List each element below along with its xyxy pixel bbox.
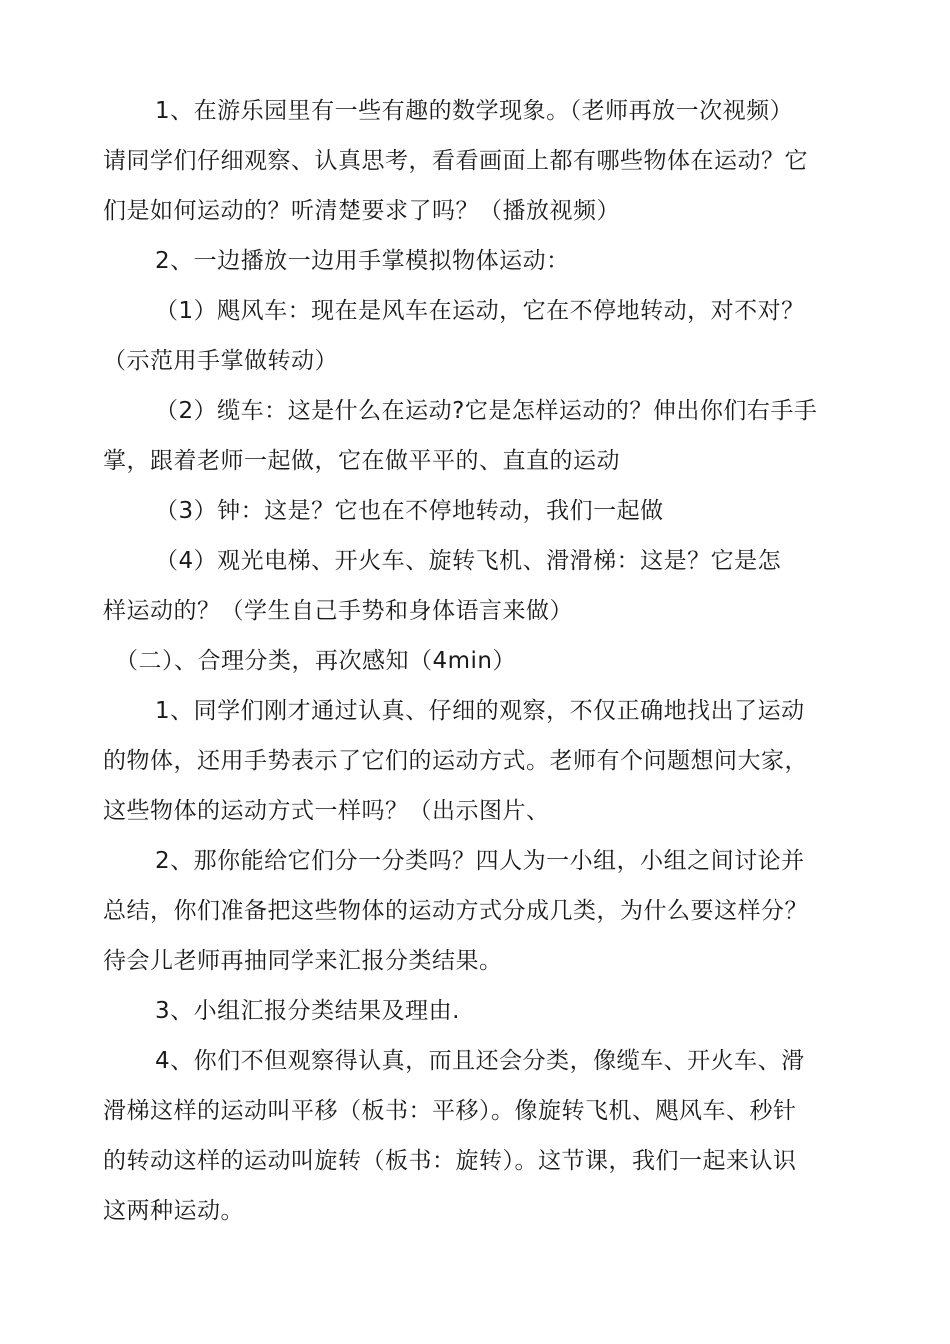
text-line: 2、一边播放一边用手掌模拟物体运动： [155, 248, 570, 274]
text-line: 掌，跟着老师一起做，它在做平平的、直直的运动 [103, 448, 620, 474]
text-line: 4、你们不但观察得认真，而且还会分类，像缆车、开火车、滑 [155, 1048, 805, 1074]
section-heading: （二）、合理分类，再次感知（4min） [115, 648, 517, 674]
text-line: 待会儿老师再抽同学来汇报分类结果。 [103, 948, 503, 974]
text-line: 1、同学们刚才通过认真、仔细的观察，不仅正确地找出了运动 [155, 698, 805, 724]
text-line: （2）缆车：这是什么在运动?它是怎样运动的？伸出你们右手手 [155, 398, 818, 424]
text-line: 的物体，还用手势表示了它们的运动方式。老师有个问题想问大家， [103, 748, 808, 774]
text-line: 总结，你们准备把这些物体的运动方式分成几类，为什么要这样分？ [103, 898, 808, 924]
text-line: 的转动这样的运动叫旋转（板书：旋转）。这节课，我们一起来认识 [103, 1148, 797, 1174]
text-line: 们是如何运动的？听清楚要求了吗？（播放视频） [103, 198, 620, 224]
text-line: 滑梯这样的运动叫平移（板书：平移）。像旋转飞机、飓风车、秒针 [103, 1098, 797, 1124]
text-line: （4）观光电梯、开火车、旋转飞机、滑滑梯：这是？它是怎 [155, 548, 782, 574]
text-line: 请同学们仔细观察、认真思考，看看画面上都有哪些物体在运动？它 [103, 148, 808, 174]
text-line: （1）飓风车：现在是风车在运动，它在不停地转动，对不对？ [155, 298, 805, 324]
text-line: （3）钟：这是？它也在不停地转动，我们一起做 [155, 498, 664, 524]
text-line: （示范用手掌做转动） [103, 348, 338, 374]
text-line: 样运动的？（学生自己手势和身体语言来做） [103, 598, 573, 624]
text-line: 3、小组汇报分类结果及理由. [155, 998, 460, 1024]
text-line: 这两种运动。 [103, 1198, 244, 1224]
text-line: 这些物体的运动方式一样吗？（出示图片、 [103, 798, 550, 824]
text-line: 2、那你能给它们分一分类吗？四人为一小组，小组之间讨论并 [155, 848, 805, 874]
text-line: 1、在游乐园里有一些有趣的数学现象。（老师再放一次视频） [155, 98, 794, 124]
